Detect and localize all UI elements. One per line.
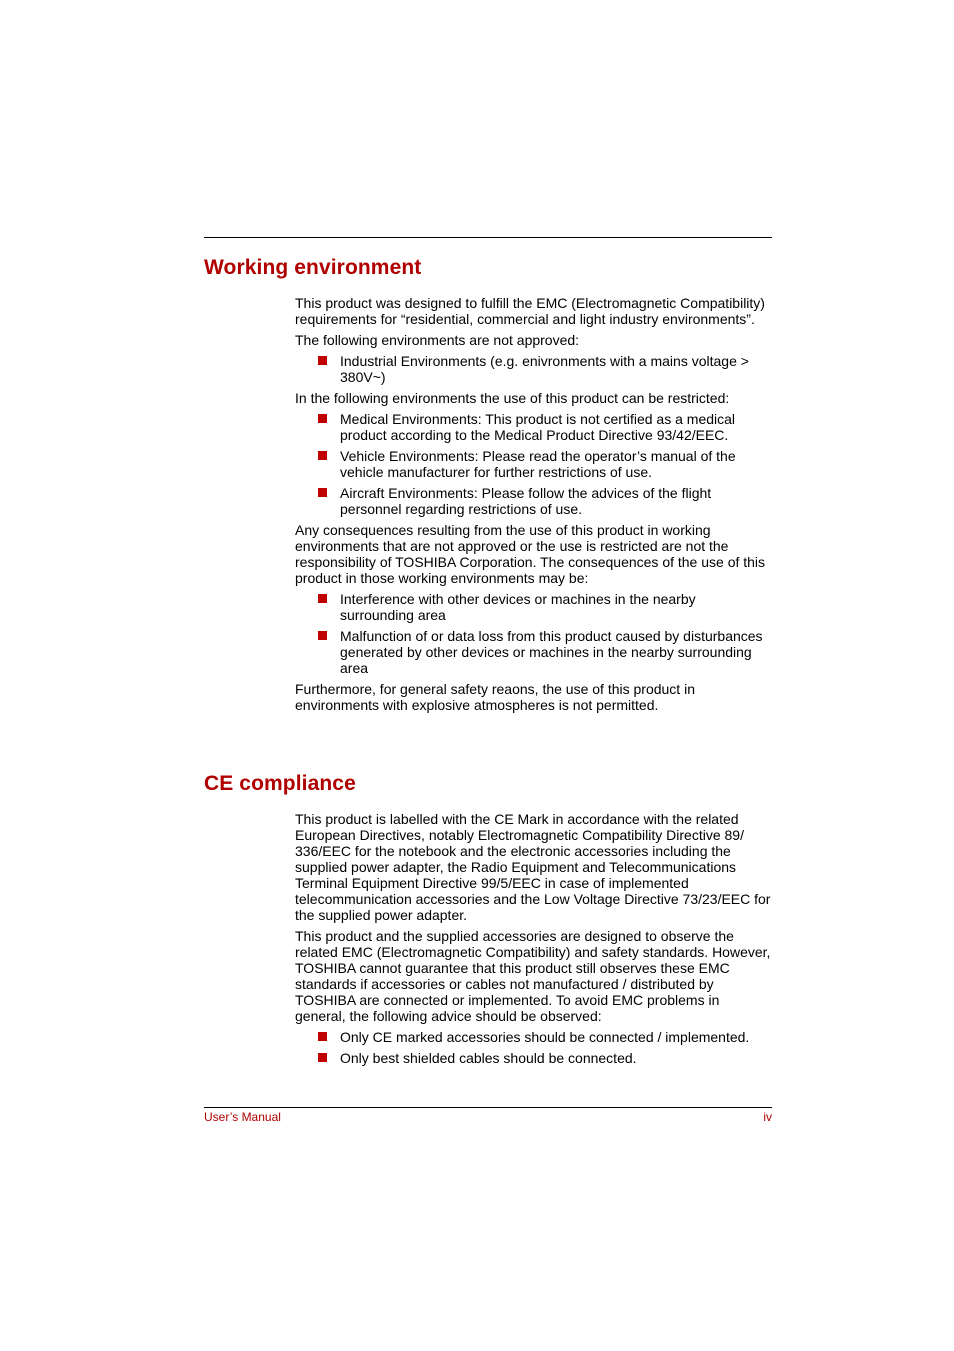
section-heading-working-environment: Working environment [204, 256, 422, 279]
footer-page-number: iv [763, 1110, 772, 1124]
list-item [340, 1050, 773, 1066]
bullet-square-icon [318, 594, 327, 603]
list-item-text: Vehicle Environments: Please read the operator’s manual of the vehicle manufacturer for further restrictions of use. [340, 448, 736, 480]
list-item [340, 591, 773, 623]
bullet-square-icon [318, 1053, 327, 1062]
bullet-list [295, 411, 773, 517]
paragraph: Any consequences resulting from the use of this product in working environments that are not approved or the use is restricted are not the responsibility of TOSHIBA Corporation. The consequences of the use of this product in those working environments may be: [295, 522, 766, 586]
bullet-square-icon [318, 451, 327, 460]
bullet-square-icon [318, 356, 327, 365]
paragraph: In the following environments the use of this product can be restricted: [295, 390, 730, 406]
list-item [340, 485, 773, 517]
footer-divider [204, 1107, 772, 1108]
section-heading-ce-compliance: CE compliance [204, 772, 356, 795]
list-item [340, 448, 773, 480]
list-item-text: Malfunction of or data loss from this product caused by disturbances generated by other devices or machines in the nearby surrounding area [340, 628, 763, 676]
bullet-square-icon [318, 488, 327, 497]
list-item-text: Only CE marked accessories should be connected / implemented. [340, 1029, 750, 1045]
working-environment-body [295, 295, 773, 718]
ce-compliance-body [295, 811, 773, 1071]
list-item-text: Aircraft Environments: Please follow the advices of the flight personnel regarding restrictions of use. [340, 485, 712, 517]
paragraph: This product was designed to fulfill the EMC (Electromagnetic Compatibility) requirements for “residential, commercial and light industry environments”. [295, 295, 765, 327]
bullet-square-icon [318, 1032, 327, 1041]
list-item-text: Medical Environments: This product is not certified as a medical product according to the Medical Product Directive 93/42/EEC. [340, 411, 736, 443]
bullet-list [295, 1029, 773, 1066]
bullet-list [295, 353, 773, 385]
paragraph: This product and the supplied accessories are designed to observe the related EMC (Electromagnetic Compatibility) and safety standards. However, TOSHIBA cannot guarantee that this product still observes these EMC standards if accessories or cables not manufactured / distributed by TOSHIBA are connected or implemented. To avoid EMC problems in general, the following advice should be observed: [295, 928, 771, 1024]
bullet-square-icon [318, 414, 327, 423]
paragraph: Furthermore, for general safety reaons, the use of this product in environments with explosive atmospheres is not permitted. [295, 681, 695, 713]
paragraph: This product is labelled with the CE Mark in accordance with the related European Directives, notably Electromagnetic Compatibility Directive 89/ 336/EEC for the notebook and the electronic accessories including the supplied power adapter, the Radio Equipment and Telecommunications Terminal Equipment Directive 99/5/EEC in case of implemented telecommunication accessories and the Low Voltage Directive 73/23/EEC for the supplied power adapter. [295, 811, 771, 923]
list-item-text: Industrial Environments (e.g. enivronments with a mains voltage > 380V~) [340, 353, 749, 385]
top-divider [204, 237, 772, 238]
list-item-text: Interference with other devices or machines in the nearby surrounding area [340, 591, 696, 623]
list-item [340, 1029, 773, 1045]
paragraph: The following environments are not approved: [295, 332, 580, 348]
list-item [340, 628, 773, 676]
list-item-text: Only best shielded cables should be connected. [340, 1050, 637, 1066]
bullet-square-icon [318, 631, 327, 640]
list-item [340, 353, 773, 385]
list-item [340, 411, 773, 443]
bullet-list [295, 591, 773, 676]
footer-manual-title: User’s Manual [204, 1110, 281, 1124]
